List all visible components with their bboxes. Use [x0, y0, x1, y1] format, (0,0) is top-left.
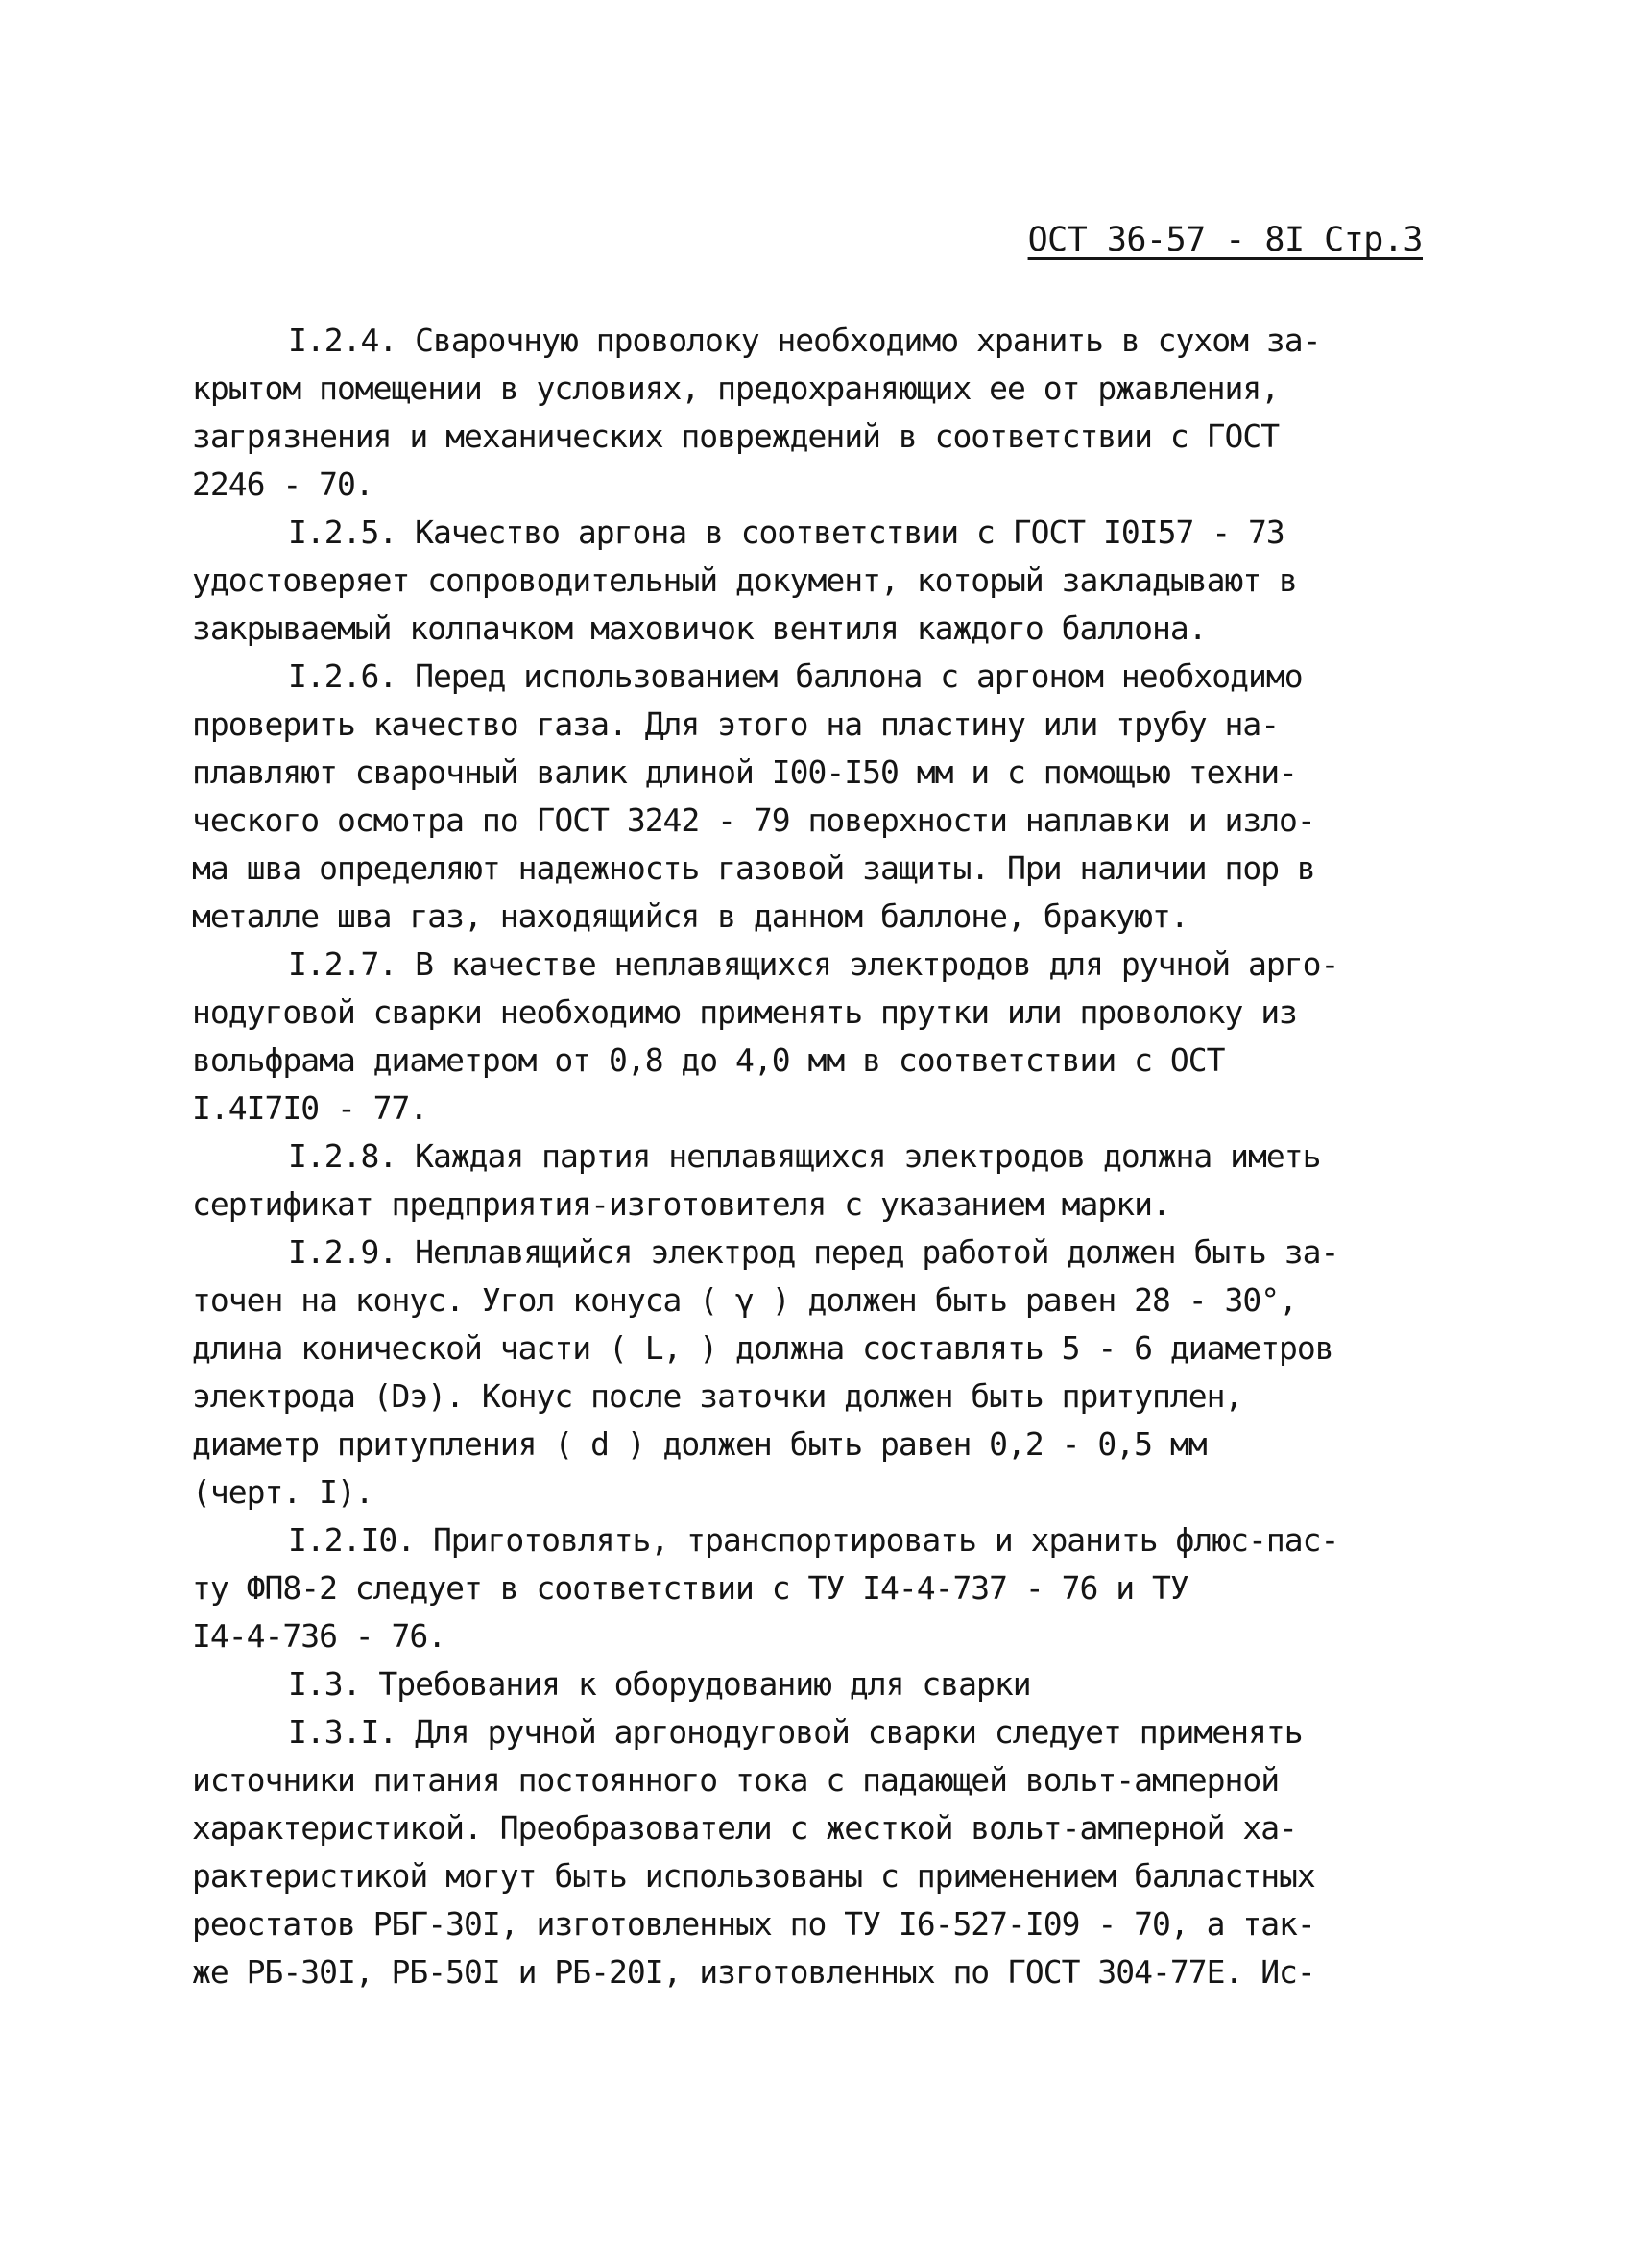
text-line: (черт. I).	[192, 1473, 373, 1511]
paragraph-1-2-10	[192, 1516, 1440, 1660]
text-line: точен на конус. Угол конуса ( γ ) должен быть равен 28 - 30°,	[192, 1281, 1297, 1319]
text-line: I.2.8. Каждая партия неплавящихся электродов должна иметь	[288, 1137, 1321, 1175]
text-line: рактеристикой могут быть использованы с применением балластных	[192, 1857, 1315, 1895]
text-line: закрываемый колпачком маховичок вентиля каждого баллона.	[192, 609, 1207, 647]
text-line: сертификат предприятия-изготовителя с указанием марки.	[192, 1185, 1170, 1223]
text-line: 2246 - 70.	[192, 466, 373, 503]
paragraph-1-2-9	[192, 1229, 1440, 1516]
text-line: удостоверяет сопроводительный документ, который закладывают в	[192, 561, 1297, 599]
paragraph-1-2-4	[192, 317, 1440, 509]
text-line: ма шва определяют надежность газовой защиты. При наличии пор в	[192, 849, 1315, 887]
text-line: ческого осмотра по ГОСТ 3242 - 79 поверхности наплавки и изло-	[192, 801, 1315, 839]
text-line: крытом помещении в условиях, предохраняющих ее от ржавления,	[192, 370, 1280, 407]
text-line: характеристикой. Преобразователи с жесткой вольт-амперной ха-	[192, 1809, 1297, 1847]
text-line: диаметр притупления ( d ) должен быть равен 0,2 - 0,5 мм	[192, 1425, 1207, 1463]
text-line: проверить качество газа. Для этого на пластину или трубу на-	[192, 705, 1280, 743]
text-line: I.2.7. В качестве неплавящихся электродов для ручной арго-	[288, 945, 1339, 983]
text-line: длина конической части ( L, ) должна составлять 5 - 6 диаметров	[192, 1329, 1333, 1367]
section-heading: I.3. Требования к оборудованию для сварки	[288, 1665, 1031, 1703]
text-line: ту ФП8-2 следует в соответствии с ТУ I4-4-737 - 76 и ТУ	[192, 1569, 1188, 1607]
text-line: I.2.I0. Приготовлять, транспортировать и хранить флюс-пас-	[288, 1521, 1339, 1559]
document-header: ОСТ 36-57 - 8I Стр.3	[1027, 221, 1423, 259]
text-line: I.2.5. Качество аргона в соответствии с ГОСТ I0I57 - 73	[288, 513, 1284, 551]
text-line: I.2.9. Неплавящийся электрод перед работой должен быть за-	[288, 1233, 1339, 1271]
paragraph-1-2-5	[192, 509, 1440, 653]
text-line: источники питания постоянного тока с падающей вольт-амперной	[192, 1761, 1280, 1799]
text-line: плавляют сварочный валик длиной I00-I50 мм и с помощью техни-	[192, 753, 1297, 791]
paragraph-1-3-1	[192, 1708, 1440, 1996]
paragraph-1-2-6	[192, 653, 1440, 941]
text-line: реостатов РБГ-30I, изготовленных по ТУ I6-527-I09 - 70, а так-	[192, 1905, 1315, 1943]
document-body	[192, 317, 1440, 1996]
text-line: металле шва газ, находящийся в данном баллоне, бракуют.	[192, 897, 1188, 935]
paragraph-1-2-8	[192, 1133, 1440, 1229]
text-line: I.2.4. Сварочную проволоку необходимо хранить в сухом за-	[288, 322, 1321, 359]
section-heading-1-3	[192, 1660, 1440, 1708]
text-line: загрязнения и механических повреждений в соответствии с ГОСТ	[192, 418, 1280, 455]
text-line: I4-4-736 - 76.	[192, 1617, 446, 1655]
text-line: вольфрама диаметром от 0,8 до 4,0 мм в соответствии с ОСТ	[192, 1041, 1225, 1079]
text-line: I.4I7I0 - 77.	[192, 1089, 428, 1127]
text-line: I.2.6. Перед использованием баллона с аргоном необходимо	[288, 657, 1303, 695]
paragraph-1-2-7	[192, 941, 1440, 1133]
text-line: I.3.I. Для ручной аргонодуговой сварки следует применять	[288, 1713, 1303, 1751]
text-line: электрода (Dэ). Конус после заточки должен быть притуплен,	[192, 1377, 1243, 1415]
text-line: же РБ-30I, РБ-50I и РБ-20I, изготовленных по ГОСТ 304-77Е. Ис-	[192, 1953, 1315, 1991]
text-line: нодуговой сварки необходимо применять прутки или проволоку из	[192, 993, 1297, 1031]
